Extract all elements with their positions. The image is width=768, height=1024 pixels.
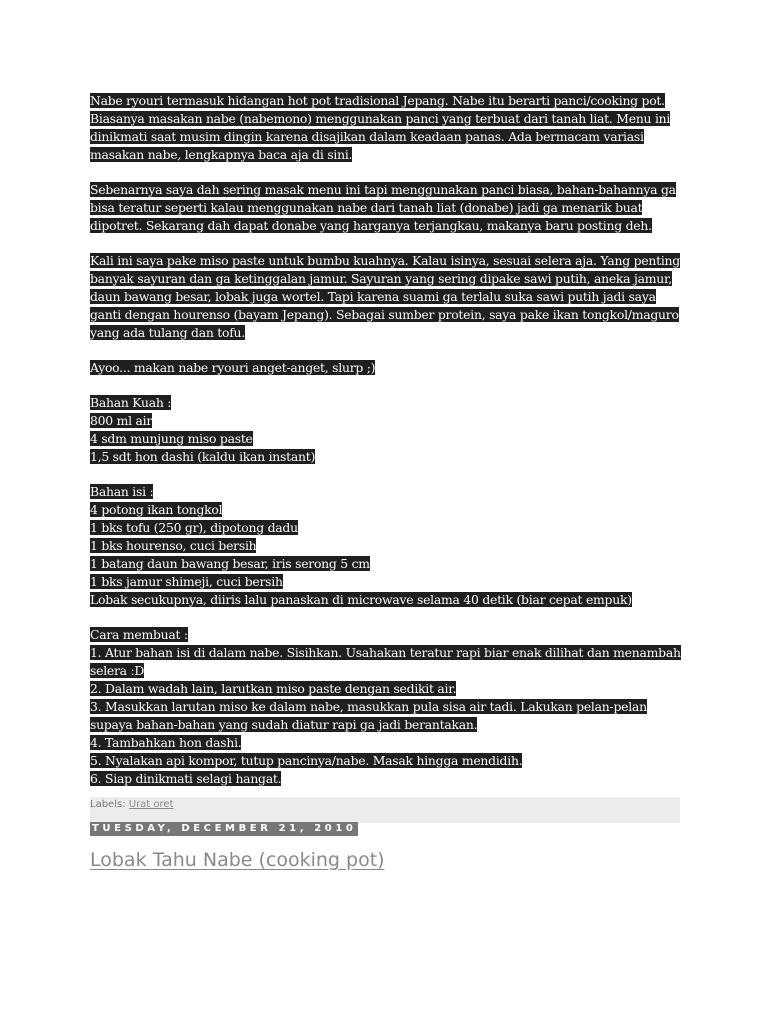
broth-heading: Bahan Kuah : [90, 395, 172, 410]
method-step: 5. Nyalakan api kompor, tutup pancinya/nabe. Masak hingga mendidih. [90, 753, 523, 768]
intro-text-2: Sebenarnya saya dah sering masak menu ini tapi menggunakan panci biasa, bahan-bahannya ga bisa teratur seperti kalau menggunakan nabe dari tanah liat (donabe) jadi ga menarik buat dipotret. Sekarang dah dapat donabe yang harganya terjangkau, makanya baru posting deh. [90, 182, 676, 233]
filling-heading: Bahan isi : [90, 484, 154, 499]
date-header: TUESDAY, DECEMBER 21, 2010 [92, 823, 357, 834]
method-step: 4. Tambahkan hon dashi. [90, 735, 242, 750]
method-step: 6. Siap dinikmati selagi hangat. [90, 771, 282, 786]
intro-paragraph-2 [90, 181, 682, 235]
ingredient-line: Lobak secukupnya, diiris lalu panaskan di microwave selama 40 detik (biar cepat empuk) [90, 592, 632, 607]
intro-text-3: Kali ini saya pake miso paste untuk bumbu kuahnya. Kalau isinya, sesuai selera aja. Yang penting banyak sayuran dan ga ketinggalan jamur. Sayuran yang sering dipake sawi putih, aneka jamur, daun bawang besar, lobak juga wortel. Tapi karena suami ga terlalu suka sawi putih jadi saya ganti dengan hourenso (bayam Jepang). Sebagai sumber protein, saya pake ikan tongkol/maguro yang ada tulang dan tofu. [90, 253, 680, 340]
ingredient-line: 1 bks hourenso, cuci bersih [90, 538, 257, 553]
method-step: 2. Dalam wadah lain, larutkan miso paste dengan sedikit air. [90, 681, 457, 696]
ingredient-line: 4 potong ikan tongkol [90, 502, 223, 517]
ingredient-line: 4 sdm munjung miso paste [90, 431, 253, 446]
intro-paragraph-1 [90, 92, 682, 164]
label-link-urat-oret[interactable]: Urat oret [128, 799, 174, 810]
intro-text-1: Nabe ryouri termasuk hidangan hot pot tradisional Jepang. Nabe itu berarti panci/cooking pot. Biasanya masakan nabe (nabemono) menggunakan panci yang terbuat dari tanah liat. Menu ini dinikmati saat musim dingin karena disajikan dalam keadaan panas. Ada bermacam variasi masakan nabe, lengkapnya baca aja di sini. [90, 93, 671, 162]
ingredient-line: 1 bks jamur shimeji, cuci bersih [90, 574, 283, 589]
broth-ingredients [90, 394, 682, 466]
method-step: 1. Atur bahan isi di dalam nabe. Sisihkan. Usahakan teratur rapi biar enak dilihat dan menambah selera :D [90, 645, 681, 678]
intro-paragraph-3 [90, 252, 682, 342]
ingredient-line: 1 batang daun bawang besar, iris serong 5 cm [90, 556, 370, 571]
method-step: 3. Masukkan larutan miso ke dalam nabe, masukkan pula sisa air tadi. Lakukan pelan-pelan supaya bahan-bahan yang sudah diatur rapi ga jadi berantakan. [90, 699, 647, 732]
post-labels-bar [90, 797, 680, 823]
post-body [90, 92, 682, 805]
ingredient-line: 800 ml air [90, 413, 153, 428]
filling-ingredients [90, 483, 682, 609]
ingredient-line: 1 bks tofu (250 gr), dipotong dadu [90, 520, 298, 535]
post-title-link[interactable]: Lobak Tahu Nabe (cooking pot) [90, 849, 385, 871]
labels-prefix: Labels: [90, 799, 126, 810]
intro-paragraph-4 [90, 359, 682, 377]
method-steps [90, 626, 682, 788]
ingredient-line: 1,5 sdt hon dashi (kaldu ikan instant) [90, 449, 316, 464]
intro-text-4: Ayoo... makan nabe ryouri anget-anget, slurp ;) [90, 360, 376, 375]
method-heading: Cara membuat : [90, 627, 188, 642]
